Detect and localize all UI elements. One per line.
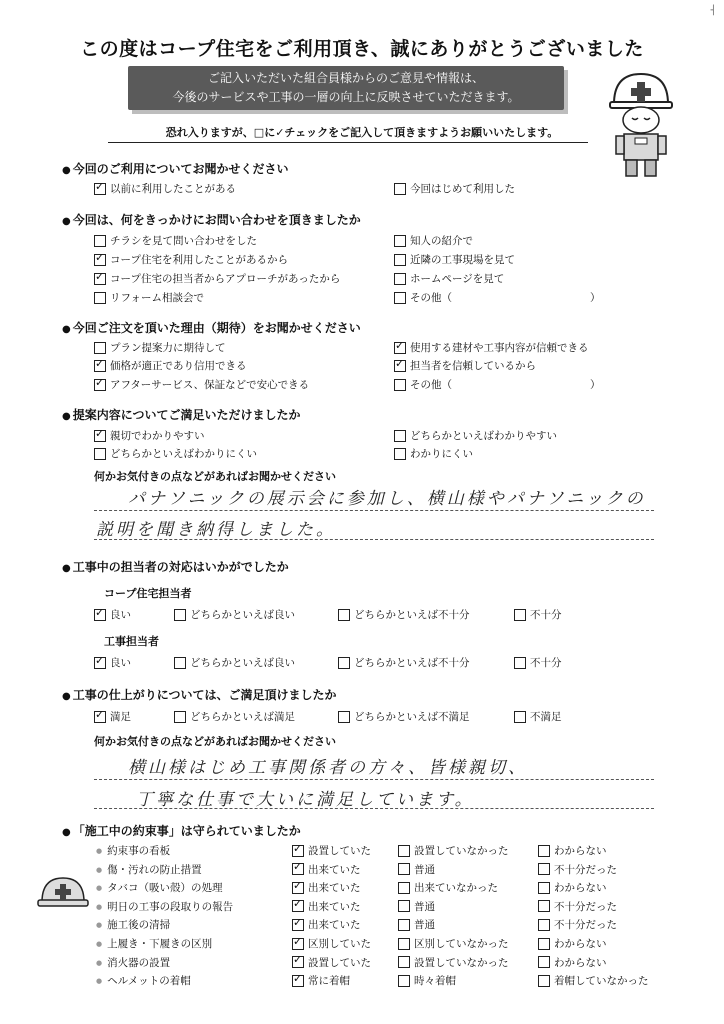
q7-row-option[interactable]: 区別していなかった xyxy=(398,936,509,951)
q7-row-option[interactable]: ✓ 区別していた xyxy=(292,936,371,951)
q7-row-label: ● 約束事の看板 xyxy=(96,843,170,858)
intro-banner xyxy=(128,66,564,110)
q7-row-label: ● タバコ（吸い殻）の処理 xyxy=(96,880,223,895)
checkbox[interactable] xyxy=(292,975,304,987)
checkbox[interactable] xyxy=(94,711,106,723)
q5-g2-option-3[interactable]: どちらかといえば不十分 xyxy=(338,655,470,670)
q6-option-4[interactable]: 不満足 xyxy=(514,709,562,724)
q7-row-label: ● ヘルメットの着帽 xyxy=(96,973,191,988)
q6-comment-line-2: 丁寧な仕事で大いに満足しています。 xyxy=(136,790,475,810)
q4-comment-line-1: パナソニックの展示会に参加し、横山様やパナソニックの xyxy=(128,489,646,509)
q2-option-3[interactable]: ✓ コープ住宅を利用したことがあるから xyxy=(94,252,288,267)
q7-row-option[interactable]: 不十分だった xyxy=(538,917,617,932)
checkbox[interactable] xyxy=(398,845,410,857)
q3-option-3[interactable]: ✓ 価格が適正であり信用できる xyxy=(94,358,247,373)
q7-row-label: ● 消火器の設置 xyxy=(96,955,170,970)
q7-row-label: ● 傷・汚れの防止措置 xyxy=(96,862,202,877)
q5-g1-option-3[interactable]: どちらかといえば不十分 xyxy=(338,607,470,622)
checkbox[interactable] xyxy=(94,448,106,460)
checkbox[interactable] xyxy=(514,609,526,621)
q7-row-option[interactable]: ✓ 出来ていた xyxy=(292,862,361,877)
q7-row-option[interactable]: わからない xyxy=(538,936,607,951)
q3-option-6[interactable]: その他（ xyxy=(394,377,452,392)
q7-row-option[interactable]: ✓ 出来ていた xyxy=(292,880,361,895)
checkbox[interactable] xyxy=(292,956,304,968)
q7-row-option[interactable]: 設置していなかった xyxy=(398,843,509,858)
q3-option-1[interactable]: プラン提案力に期待して xyxy=(94,340,226,355)
worker-mascot-icon xyxy=(604,70,678,180)
checkbox[interactable] xyxy=(292,863,304,875)
checkbox[interactable] xyxy=(94,273,106,285)
checkbox[interactable] xyxy=(398,975,410,987)
q5-g2-option-4[interactable]: 不十分 xyxy=(514,655,562,670)
checkbox[interactable] xyxy=(538,863,550,875)
checkbox[interactable] xyxy=(94,657,106,669)
comment-rule xyxy=(94,510,654,511)
checkbox[interactable] xyxy=(538,975,550,987)
q7-row-option[interactable]: 普通 xyxy=(398,862,435,877)
checkbox[interactable] xyxy=(94,379,106,391)
checkbox[interactable] xyxy=(94,254,106,266)
checkbox[interactable] xyxy=(398,882,410,894)
checkbox[interactable] xyxy=(94,360,106,372)
q7-row-option[interactable]: わからない xyxy=(538,843,607,858)
q4-heading: ● 提案内容についてご満足いただけましたか xyxy=(62,406,301,423)
checkbox[interactable] xyxy=(394,342,406,354)
checkbox[interactable] xyxy=(94,609,106,621)
comment-rule xyxy=(94,808,654,809)
checkbox[interactable] xyxy=(292,845,304,857)
q5-g1-option-2[interactable]: どちらかといえば良い xyxy=(174,607,295,622)
q7-row-option[interactable]: 普通 xyxy=(398,899,435,914)
q7-row-option[interactable]: わからない xyxy=(538,955,607,970)
checkbox[interactable] xyxy=(338,657,350,669)
q7-row-option[interactable]: ✓ 設置していた xyxy=(292,843,371,858)
q7-row-label: ● 施工後の清掃 xyxy=(96,917,170,932)
checkbox[interactable] xyxy=(394,448,406,460)
q3-option-4[interactable]: ✓ 担当者を信頼しているから xyxy=(394,358,536,373)
q4-comment-prompt: 何かお気付きの点などがあればお聞かせください xyxy=(94,470,336,483)
q6-option-2[interactable]: どちらかといえば満足 xyxy=(174,709,295,724)
checkbox[interactable] xyxy=(174,711,186,723)
checkbox[interactable] xyxy=(338,609,350,621)
banner-line-1: ご記入いただいた組合員様からのご意見や情報は、 xyxy=(207,71,484,85)
q6-comment-prompt: 何かお気付きの点などがあればお聞かせください xyxy=(94,735,336,748)
q2-option-1[interactable]: チラシを見て問い合わせをした xyxy=(94,233,257,248)
q4-option-1[interactable]: ✓ 親切でわかりやすい xyxy=(94,428,205,443)
checkbox[interactable] xyxy=(398,919,410,931)
q5-group-1-title: コープ住宅担当者 xyxy=(104,587,192,600)
q5-group-2-title: 工事担当者 xyxy=(104,635,159,648)
corner-mark: ┤ xyxy=(710,6,716,16)
q7-row-label: ● 上履き・下履きの区別 xyxy=(96,936,212,951)
q2-option-8[interactable]: その他（ xyxy=(394,290,452,305)
page-title: この度はコープ住宅をご利用頂き、誠にありがとうございました xyxy=(80,38,644,60)
checkbox[interactable] xyxy=(394,360,406,372)
checkbox[interactable] xyxy=(538,900,550,912)
q7-row-option[interactable]: 不十分だった xyxy=(538,862,617,877)
checkbox[interactable] xyxy=(394,430,406,442)
comment-rule xyxy=(94,539,654,540)
q4-option-2[interactable]: どちらかといえばわかりやすい xyxy=(394,428,557,443)
helmet-icon xyxy=(36,872,90,914)
q7-row-option[interactable]: 時々着帽 xyxy=(398,973,456,988)
checkbox[interactable] xyxy=(514,657,526,669)
q7-row-option[interactable]: 普通 xyxy=(398,917,435,932)
q7-row-option[interactable]: わからない xyxy=(538,880,607,895)
q7-heading: ● 「施工中の約束事」は守られていましたか xyxy=(62,822,301,839)
checkbox[interactable] xyxy=(394,235,406,247)
comment-rule xyxy=(94,779,654,780)
checkbox[interactable] xyxy=(398,900,410,912)
q7-row-option[interactable]: 出来ていなかった xyxy=(398,880,498,895)
q3-heading: ● 今回ご注文を頂いた理由（期待）をお聞かせください xyxy=(62,319,361,336)
checkbox[interactable] xyxy=(394,273,406,285)
checkbox[interactable] xyxy=(538,845,550,857)
q2-option-2[interactable]: 知人の紹介で xyxy=(394,233,473,248)
q7-row-option[interactable]: ✓ 出来ていた xyxy=(292,917,361,932)
q7-row-option[interactable]: 設置していなかった xyxy=(398,955,509,970)
q3-other-close: ） xyxy=(590,379,601,391)
q3-option-2[interactable]: ✓ 使用する建材や工事内容が信頼できる xyxy=(394,340,589,355)
checkbox[interactable] xyxy=(394,292,406,304)
checkbox[interactable] xyxy=(514,711,526,723)
q7-row-option[interactable]: ✓ 設置していた xyxy=(292,955,371,970)
checkbox[interactable] xyxy=(292,938,304,950)
checkbox[interactable] xyxy=(398,863,410,875)
checkbox[interactable] xyxy=(292,900,304,912)
checkbox[interactable] xyxy=(394,254,406,266)
q7-row-option[interactable]: ✓ 常に着帽 xyxy=(292,973,350,988)
q1-option-2[interactable]: 今回はじめて利用した xyxy=(394,181,515,196)
q5-heading: ● 工事中の担当者の対応はいかがでしたか xyxy=(62,558,289,575)
checkbox[interactable] xyxy=(94,292,106,304)
checkbox[interactable] xyxy=(398,938,410,950)
q1-option-1[interactable]: ✓ 以前に利用したことがある xyxy=(94,181,236,196)
q2-option-5[interactable]: ✓ コープ住宅の担当者からアプローチがあったから xyxy=(94,271,340,286)
checkbox[interactable] xyxy=(94,235,106,247)
divider xyxy=(108,142,588,143)
checkbox[interactable] xyxy=(292,919,304,931)
checkbox[interactable] xyxy=(394,183,406,195)
q2-option-7[interactable]: リフォーム相談会で xyxy=(94,290,204,305)
q3-option-5[interactable]: ✓ アフターサービス、保証などで安心できる xyxy=(94,377,309,392)
q7-row-label: ● 明日の工事の段取りの報告 xyxy=(96,899,233,914)
q6-comment-line-1: 横山様はじめ工事関係者の方々、皆様親切、 xyxy=(128,758,528,778)
q7-row-option[interactable]: 不十分だった xyxy=(538,899,617,914)
q4-option-3[interactable]: どちらかといえばわかりにくい xyxy=(94,446,257,461)
banner-line-2: 今後のサービスや工事の一層の向上に反映させていただきます。 xyxy=(172,90,520,104)
checkbox[interactable] xyxy=(538,938,550,950)
q5-g2-option-1[interactable]: ✓ 良い xyxy=(94,655,131,670)
q4-comment-line-2: 説明を聞き納得しました。 xyxy=(96,520,336,540)
q7-row-option[interactable]: ✓ 出来ていた xyxy=(292,899,361,914)
checkbox[interactable] xyxy=(94,342,106,354)
q7-row-option[interactable]: 着帽していなかった xyxy=(538,973,649,988)
q6-option-1[interactable]: ✓ 満足 xyxy=(94,709,131,724)
q5-g1-option-1[interactable]: ✓ 良い xyxy=(94,607,131,622)
checkbox[interactable] xyxy=(538,956,550,968)
q5-g2-option-2[interactable]: どちらかといえば良い xyxy=(174,655,295,670)
checkbox[interactable] xyxy=(94,430,106,442)
checkbox[interactable] xyxy=(538,919,550,931)
checkbox[interactable] xyxy=(174,657,186,669)
q5-g1-option-4[interactable]: 不十分 xyxy=(514,607,562,622)
checkbox[interactable] xyxy=(338,711,350,723)
checkbox[interactable] xyxy=(538,882,550,894)
q6-option-3[interactable]: どちらかといえば不満足 xyxy=(338,709,470,724)
q4-option-4[interactable]: わかりにくい xyxy=(394,446,473,461)
checkbox[interactable] xyxy=(398,956,410,968)
q6-heading: ● 工事の仕上がりについては、ご満足頂けましたか xyxy=(62,686,337,703)
q1-heading: ● 今回のご利用についてお聞かせください xyxy=(62,160,289,177)
q2-other-close: ） xyxy=(590,292,601,304)
q2-option-6[interactable]: ホームページを見て xyxy=(394,271,504,286)
checkbox[interactable] xyxy=(174,609,186,621)
q2-option-4[interactable]: 近隣の工事現場を見て xyxy=(394,252,515,267)
checkbox[interactable] xyxy=(394,379,406,391)
checkbox[interactable] xyxy=(94,183,106,195)
checkbox[interactable] xyxy=(292,882,304,894)
instruction-text: 恐れ入りますが、□に✓チェックをご記入して頂きますようお願いいたします。 xyxy=(165,126,559,139)
q2-heading: ● 今回は、何をきっかけにお問い合わせを頂きましたか xyxy=(62,211,361,228)
